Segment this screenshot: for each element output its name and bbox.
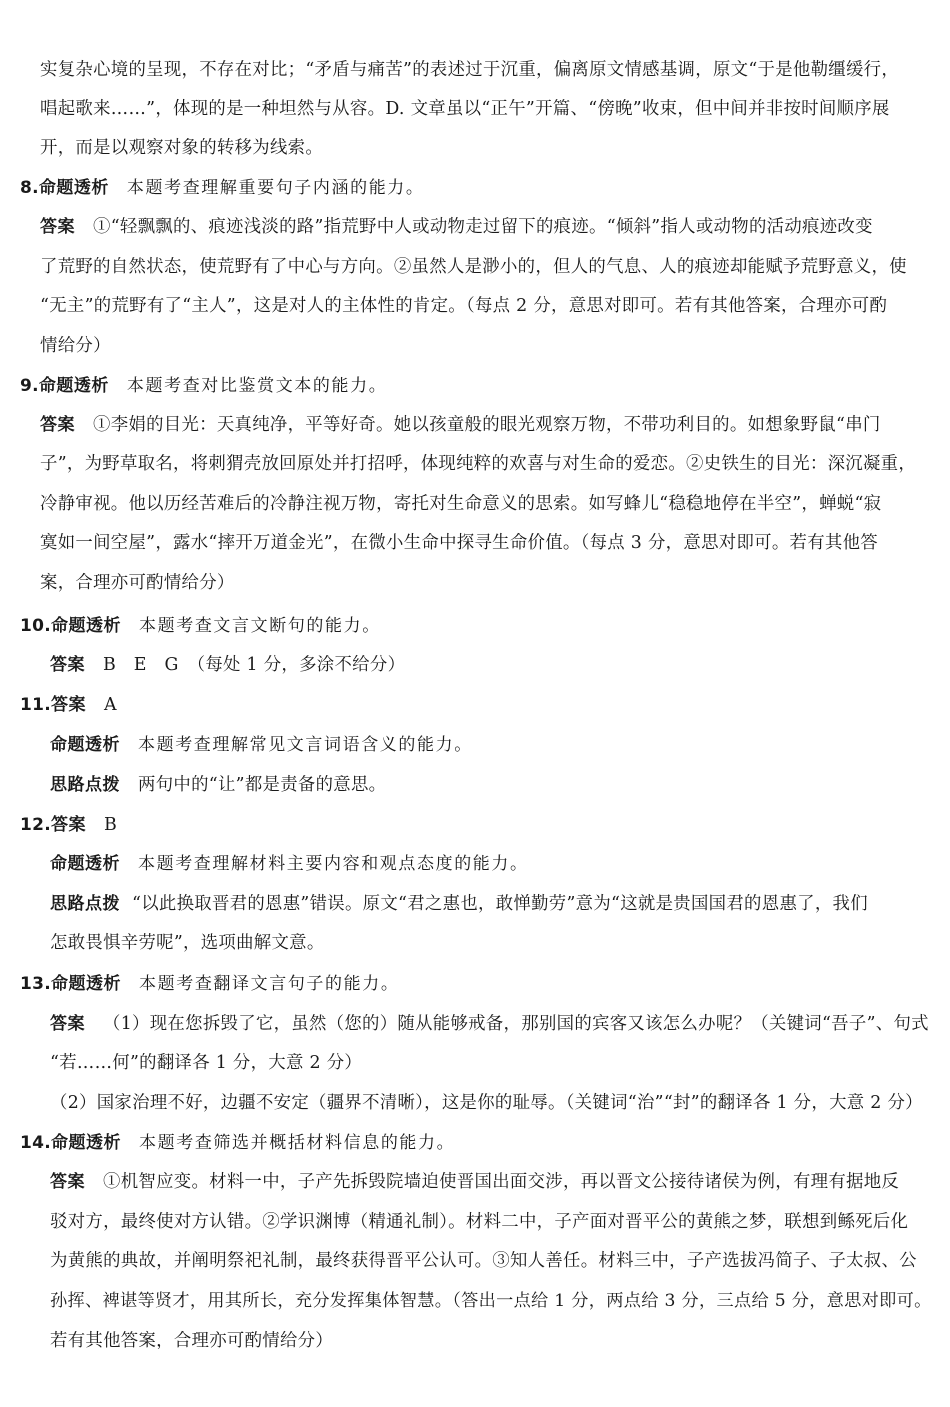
q11-intent-text: 本题考查理解常见文言词语含义的能力。 (138, 735, 473, 755)
q13-answer-text: （1）现在您拆毁了它，虽然（您的）随从能够戒备，那别国的宾客又该怎么办呢？（关键词“吾子”、句式 (103, 1014, 929, 1034)
q8-answer-row (40, 207, 873, 247)
q10-intent-text: 本题考查文言文断句的能力。 (139, 616, 381, 636)
q11-answer-label: 答案 (51, 695, 87, 715)
q14-answer-line: 驳对方，最终使对方认错。②学识渊博（精通礼制）。材料二中，子产面对晋平公的黄熊之梦，联想到鲧死后化 (50, 1212, 909, 1232)
q13-answer-row (50, 1004, 929, 1044)
q9-answer-text: ①李娟的目光：天真纯净，平等好奇。她以孩童般的眼光观察万物，不带功利目的。如想象野鼠“串门 (93, 415, 881, 435)
q12-intent-label: 命题透析 (50, 854, 120, 874)
q8-answer-text: ①“轻飘飘的、痕迹浅淡的路”指荒野中人或动物走过留下的痕迹。“倾斜”指人或动物的活动痕迹改变 (93, 217, 873, 237)
q14-answer-line-cut: 若有其他答案，合理亦可酌情给分） (50, 1331, 334, 1349)
q12-intent-text: 本题考查理解材料主要内容和观点态度的能力。 (138, 854, 529, 874)
q12-intent-row (50, 844, 529, 884)
q9-number: 9. (20, 376, 39, 396)
q11-intent-label: 命题透析 (50, 735, 120, 755)
q14-intent-row (20, 1123, 455, 1163)
q10-answer-text: B E G （每处 1 分，多涂不给分） (103, 655, 406, 675)
q11-number: 11. (20, 695, 52, 715)
q14-intent-label: 命题透析 (51, 1133, 122, 1153)
q14-answer-row (50, 1162, 899, 1202)
q10-answer-row (50, 645, 405, 685)
q11-hint-text: 两句中的“让”都是责备的意思。 (138, 775, 387, 795)
q14-intent-text: 本题考查筛选并概括材料信息的能力。 (139, 1133, 456, 1153)
q13-answer-label: 答案 (50, 1014, 85, 1034)
q8-answer-line: 了荒野的自然状态，使荒野有了中心与方向。②虽然人是渺小的，但人的气息、人的痕迹却能赋予荒野意义，使 (40, 257, 907, 277)
q8-answer-label: 答案 (40, 217, 75, 237)
q14-number: 14. (20, 1133, 52, 1153)
q12-hint-text: “以此换取晋君的恩惠”错误。原文“君之惠也，敢惮勤劳”意为“这就是贵国国君的恩惠了，我们 (132, 894, 868, 914)
q8-answer-line: 情给分） (40, 336, 111, 356)
q14-answer-text: ①机智应变。材料一中，子产先拆毁院墙迫使晋国出面交涉，再以晋文公接待诸侯为例，有理有据地反 (103, 1172, 900, 1192)
q11-hint-label: 思路点拨 (50, 775, 120, 795)
q13-answer-line: （2）国家治理不好，边疆不安定（疆界不清晰），这是你的耻辱。（关键词“治”“封”的翻译各 1 分，大意 2 分） (50, 1093, 923, 1113)
q10-number: 10. (20, 616, 52, 636)
q8-intent-label: 命题透析 (38, 178, 109, 198)
q10-intent-label: 命题透析 (51, 616, 122, 636)
q9-answer-line: 案，合理亦可酌情给分） (40, 573, 235, 593)
q12-number: 12. (20, 815, 52, 835)
q10-intent-row (20, 606, 381, 646)
q8-answer-line: “无主”的荒野有了“主人”，这是对人的主体性的肯定。（每点 2 分，意思对即可。若有其他答案，合理亦可酌 (40, 296, 888, 316)
q14-answer-label: 答案 (50, 1172, 85, 1192)
q13-intent-label: 命题透析 (51, 974, 122, 994)
q11-intent-row (50, 725, 473, 765)
q14-answer-line: 孙挥、裨谌等贤才，用其所长，充分发挥集体智慧。（答出一点给 1 分，两点给 3 分，三点给 5 分，意思对即可。 (50, 1291, 932, 1311)
q8-intent-row (20, 168, 425, 208)
q12-hint-line: 怎敢畏惧辛劳呢”，选项曲解文意。 (50, 933, 325, 953)
q9-intent-text: 本题考查对比鉴赏文本的能力。 (126, 376, 388, 396)
q10-answer-label: 答案 (50, 655, 85, 675)
q7-text-line: 实复杂心境的呈现，不存在对比；“矛盾与痛苦”的表述过于沉重，偏离原文情感基调，原文“于是他勒缰缓行， (40, 60, 900, 80)
q7-text-line: 唱起歌来……”，体现的是一种坦然与从容。D. 文章虽以“正午”开篇、“傍晚”收束，但中间并非按时间顺序展 (40, 99, 890, 119)
q12-answer-text: B (104, 815, 118, 835)
q13-intent-text: 本题考查翻译文言句子的能力。 (139, 974, 400, 994)
q12-answer-row (20, 805, 117, 845)
q9-answer-line: 子”，为野草取名，将刺猬壳放回原处并打招呼，体现纯粹的欢喜与对生命的爱恋。②史铁生的目光：深沉凝重， (40, 454, 917, 474)
q8-intent-text: 本题考查理解重要句子内涵的能力。 (126, 178, 425, 198)
q9-answer-line: 寞如一间空屋”，露水“摔开万道金光”，在微小生命中探寻生命价值。（每点 3 分，意思对即可。若有其他答 (40, 533, 878, 553)
q12-hint-row (50, 884, 868, 924)
q9-intent-row (20, 366, 387, 406)
q12-answer-label: 答案 (51, 815, 87, 835)
q9-answer-label: 答案 (40, 415, 75, 435)
q9-intent-label: 命题透析 (38, 376, 109, 396)
q13-intent-row (20, 964, 399, 1004)
q11-answer-row (20, 685, 117, 725)
q9-answer-line: 冷静审视。他以历经苦难后的冷静注视万物，寄托对生命意义的思索。如写蜂儿“稳稳地停在半空”，蝉蜕“寂 (40, 494, 882, 514)
q11-answer-text: A (104, 695, 117, 715)
q7-text-line: 开，而是以观察对象的转移为线索。 (40, 138, 324, 158)
q9-answer-row (40, 405, 881, 445)
q12-hint-label: 思路点拨 (50, 894, 120, 914)
q8-number: 8. (20, 178, 39, 198)
q13-answer-line: “若……何”的翻译各 1 分，大意 2 分） (50, 1053, 363, 1073)
q14-answer-line: 为黄熊的典故，并阐明祭祀礼制，最终获得晋平公认可。③知人善任。材料三中，子产选拔冯简子、子太叔、公 (50, 1251, 917, 1271)
q13-number: 13. (20, 974, 52, 994)
q11-hint-row (50, 765, 386, 805)
